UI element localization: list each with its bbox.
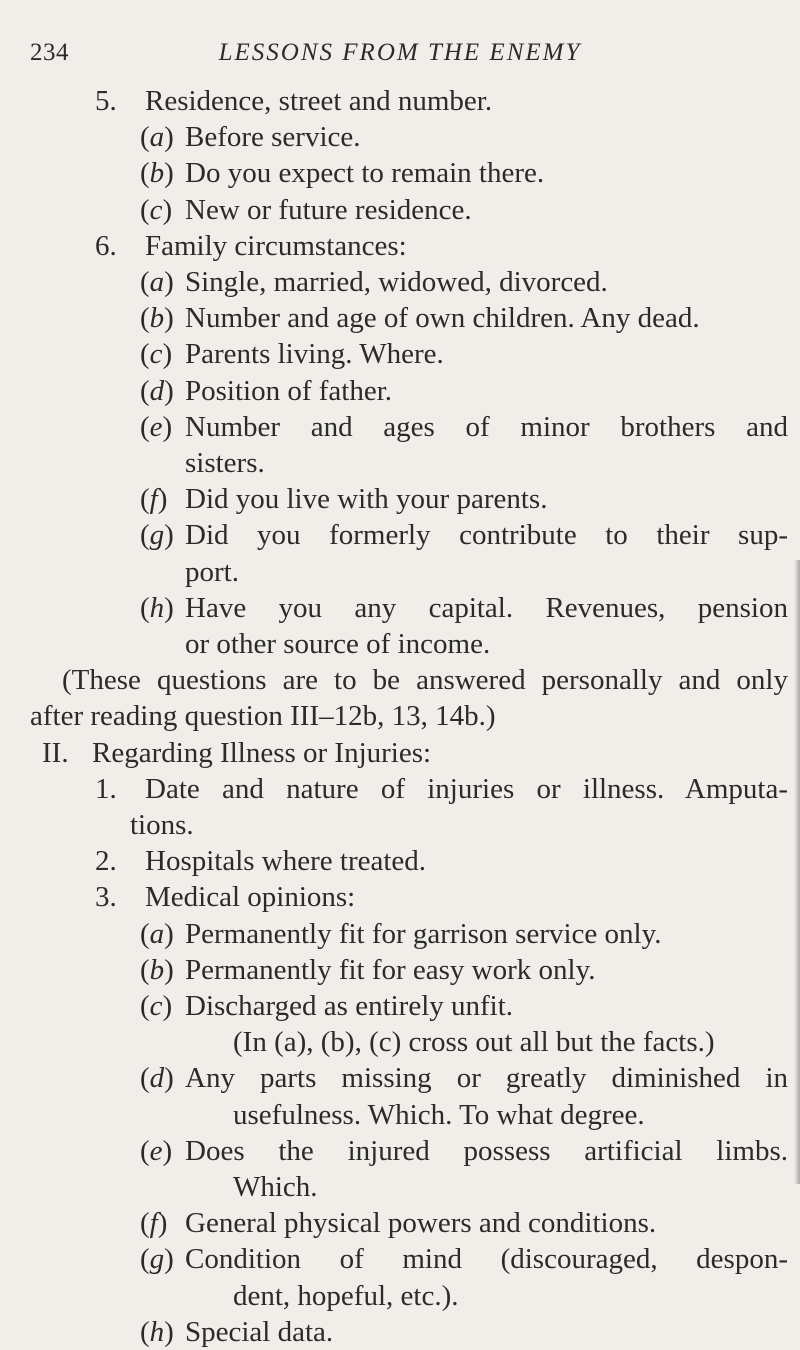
text-line (0, 916, 800, 952)
text-line (0, 1097, 800, 1133)
line-text: sisters. (185, 447, 265, 479)
line-text: Date and nature of injuries or illness. Amputa- (145, 772, 788, 805)
line-text: Single, married, widowed, divorced. (185, 266, 608, 298)
item-label: 2. (95, 845, 117, 878)
line-text: Family circumstances: (145, 229, 407, 262)
text-line (0, 264, 800, 300)
item-label: (c) (140, 990, 173, 1022)
item-label: (d) (140, 374, 174, 407)
item-label: (f) (140, 483, 168, 516)
text-line (0, 228, 800, 264)
line-text: Position of father. (185, 374, 393, 407)
text-line (0, 336, 800, 372)
text-line (0, 735, 800, 771)
item-label: (e) (140, 410, 173, 443)
text-line (0, 409, 800, 445)
item-label: (a) (140, 121, 174, 154)
item-label: (d) (140, 1062, 174, 1095)
line-text: Regarding Illness or Injuries: (92, 736, 432, 769)
text-line (0, 1314, 800, 1350)
item-label: (h) (140, 591, 174, 624)
line-text: after reading question III–12b, 13, 14b.) (30, 700, 496, 733)
item-label: (a) (140, 917, 174, 950)
running-title: LESSONS FROM THE ENEMY (218, 39, 582, 66)
line-text: Do you expect to remain there. (185, 157, 545, 190)
text-line (0, 1133, 800, 1169)
page-edge-shadow (794, 560, 800, 1184)
line-text: Which. (233, 1171, 318, 1203)
line-text: Have you any capital. Revenues, pension (185, 591, 788, 624)
text-line (0, 879, 800, 915)
item-label: 6. (95, 229, 117, 262)
text-line (0, 119, 800, 155)
line-text: Permanently fit for garrison service only. (185, 917, 662, 950)
page-header (30, 36, 770, 70)
text-line (0, 554, 800, 590)
item-label: (a) (140, 266, 174, 298)
text-line (0, 1024, 800, 1060)
line-text: tions. (130, 809, 194, 841)
text-line (0, 590, 800, 626)
item-label: (g) (140, 1243, 174, 1276)
item-label: 5. (95, 85, 117, 117)
item-label: (g) (140, 519, 174, 552)
text-line (0, 373, 800, 409)
line-text: Special data. (185, 1315, 334, 1348)
line-text: port. (185, 555, 239, 588)
text-line (0, 192, 800, 228)
line-text: Did you formerly contribute to their sup- (185, 519, 788, 552)
line-text: Parents living. Where. (185, 338, 444, 371)
line-text: Did you live with your parents. (185, 483, 548, 516)
line-text: Discharged as entirely unfit. (185, 990, 514, 1022)
line-text: Condition of mind (discouraged, despon- (185, 1243, 788, 1276)
text-line (0, 481, 800, 517)
item-label: (b) (140, 157, 174, 190)
item-label: (c) (140, 193, 173, 226)
line-text: Number and ages of minor brothers and (185, 410, 788, 443)
line-text: (These questions are to be answered personally and only (62, 664, 788, 697)
text-line (0, 1060, 800, 1096)
text-line (0, 988, 800, 1024)
line-text: Hospitals where treated. (145, 845, 427, 878)
text-line (0, 1169, 800, 1205)
text-line (0, 626, 800, 662)
item-label: (b) (140, 302, 174, 335)
text-line (0, 843, 800, 879)
text-line (0, 952, 800, 988)
line-text: dent, hopeful, etc.). (233, 1279, 459, 1312)
text-line (0, 300, 800, 336)
page-number: 234 (30, 39, 69, 66)
line-text: Residence, street and number. (145, 85, 493, 117)
item-label: II. (42, 736, 69, 769)
item-label: (e) (140, 1134, 173, 1167)
text-line (0, 445, 800, 481)
line-text: New or future residence. (185, 193, 472, 226)
line-text: General physical powers and conditions. (185, 1207, 657, 1240)
text-line (0, 771, 800, 807)
item-label: (b) (140, 953, 174, 986)
item-label: 3. (95, 881, 117, 914)
line-text: Any parts missing or greatly diminished in (185, 1062, 788, 1095)
item-label: (c) (140, 338, 173, 371)
text-line (0, 83, 800, 119)
line-text: Number and age of own children. Any dead. (185, 302, 700, 335)
text-line (0, 698, 800, 734)
item-label: (h) (140, 1315, 174, 1348)
item-label: 1. (95, 772, 117, 805)
line-text: (In (a), (b), (c) cross out all but the facts.) (233, 1026, 715, 1059)
text-line (0, 807, 800, 843)
line-text: Does the injured possess artificial limbs. (185, 1134, 788, 1167)
line-text: Before service. (185, 121, 361, 154)
text-line (0, 1278, 800, 1314)
text-line (0, 1241, 800, 1277)
text-line (0, 1205, 800, 1241)
line-text: Permanently fit for easy work only. (185, 953, 596, 986)
text-line (0, 662, 800, 698)
item-label: (f) (140, 1207, 168, 1240)
line-text: usefulness. Which. To what degree. (233, 1098, 645, 1131)
line-text: Medical opinions: (145, 881, 356, 914)
line-text: or other source of income. (185, 628, 491, 660)
text-line (0, 517, 800, 553)
text-line (0, 155, 800, 191)
